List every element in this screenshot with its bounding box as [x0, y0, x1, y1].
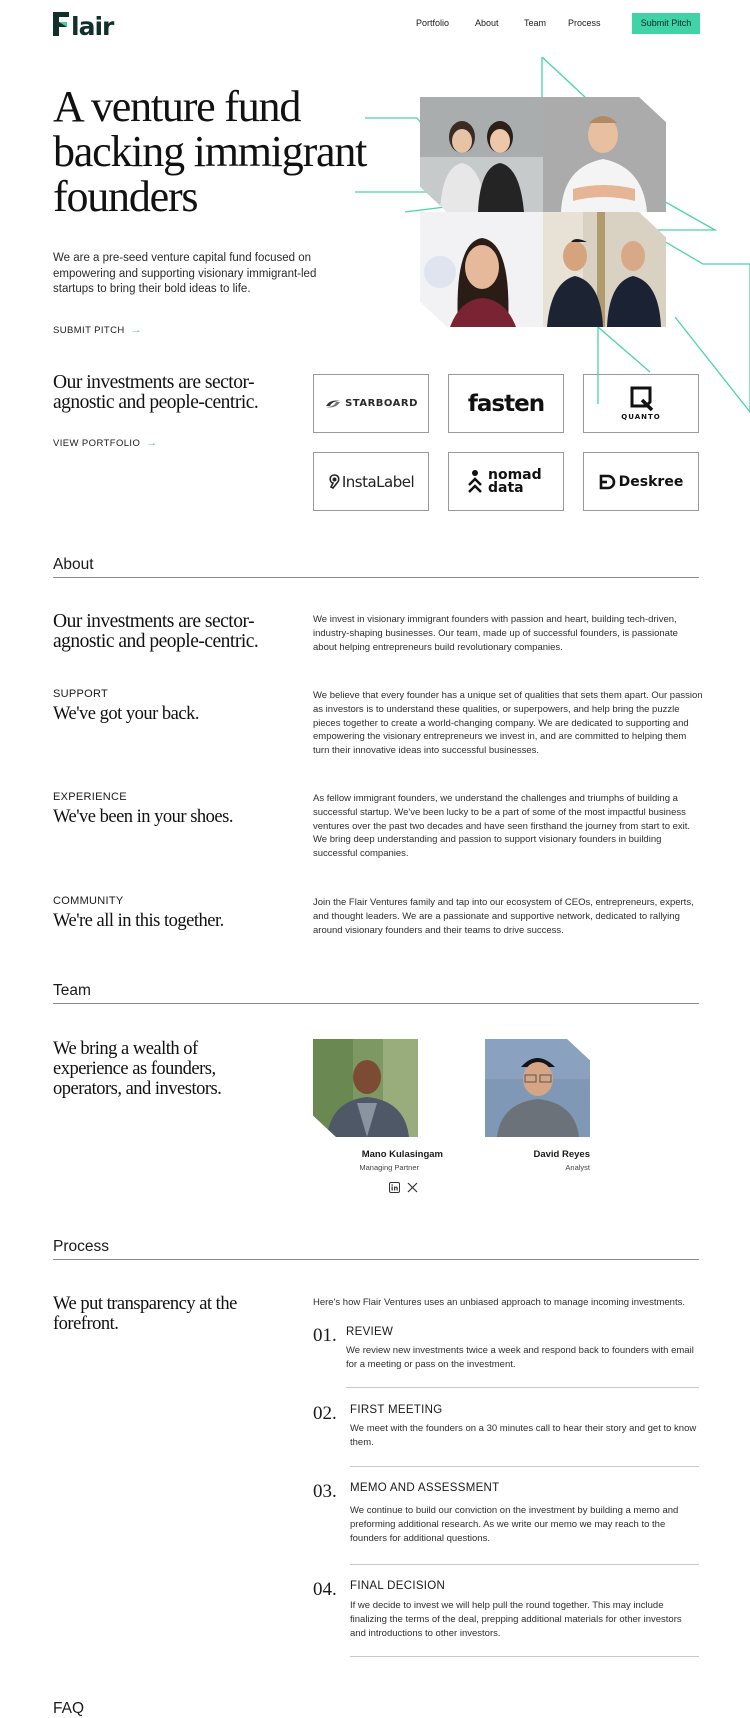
founder-photo-2: [543, 97, 666, 212]
step-number-1: 01.: [313, 1325, 337, 1346]
step-number-2: 02.: [313, 1403, 337, 1424]
deskree-wordmark: Deskree: [618, 473, 684, 490]
founders-photo-1: [420, 97, 543, 212]
step-title-4: FINAL DECISION: [350, 1580, 446, 1592]
step-number-3: 03.: [313, 1481, 337, 1502]
logo-quanto[interactable]: [583, 374, 699, 433]
logo-fasten[interactable]: [448, 374, 564, 433]
team-title: We bring a wealth of experience as founders, operators, and investors.: [53, 1039, 222, 1099]
arrow-right-icon: →: [146, 437, 158, 449]
step-text-1: We review new investments twice a week and respond back to founders with email for a meeting or pass on the investment.: [346, 1345, 694, 1370]
process-intro: Here's how Flair Ventures uses an unbiased approach to manage incoming investments.: [313, 1297, 685, 1308]
step-title-3: MEMO AND ASSESSMENT: [350, 1482, 500, 1494]
process-divider: [53, 1259, 699, 1260]
team-divider: [53, 1003, 699, 1004]
linkedin-icon: [389, 1182, 400, 1193]
step-text-2: We meet with the founders on a 30 minutes call to hear their story and get to know them.: [350, 1423, 697, 1448]
nav-process[interactable]: Process: [568, 18, 601, 28]
svg-text:lair: lair: [71, 12, 114, 41]
arrow-right-icon: →: [130, 324, 143, 336]
view-portfolio-label: VIEW PORTFOLIO: [53, 438, 141, 449]
founder-photo-3: [420, 212, 543, 327]
team-heading: Team: [53, 982, 91, 999]
step-divider-1: [346, 1387, 699, 1388]
team-member-role-mano: Managing Partner: [359, 1163, 419, 1172]
faq-heading: FAQ: [53, 1700, 85, 1717]
instalabel-icon: [328, 474, 341, 489]
hero-subtitle: We are a pre-seed venture capital fund focused on empowering and supporting visionary immigrant-led startups to bring their bold ideas to life.: [53, 252, 317, 295]
submit-pitch-label: SUBMIT PITCH: [53, 325, 125, 336]
support-title: We've got your back.: [53, 704, 199, 724]
submit-pitch-link[interactable]: [53, 324, 142, 336]
portfolio-title: Our investments are sector-agnostic and people-centric.: [53, 372, 259, 413]
experience-text: As fellow immigrant founders, we understand the challenges and triumphs of building a successful startup. We've been lucky to be a part of some of the most impactful business ventures over the past two decades and have seen firsthand the journey from start to exit. We bring deep understanding and passion to support visionary founders in building successful companies.: [313, 793, 691, 860]
x-icon: [407, 1182, 418, 1193]
site-logo[interactable]: [53, 10, 115, 45]
step-text-3: We continue to build our conviction on the investment by building a memo and preforming additional research. As we write our memo we may reach to the founders for additional questions.: [350, 1505, 679, 1544]
experience-label: EXPERIENCE: [53, 791, 127, 803]
about-divider: [53, 577, 699, 578]
team-member-name-mano: Mano Kulasingam: [361, 1149, 443, 1160]
support-text: We believe that every founder has a unique set of qualities that sets them apart. Our passion as investors is to understand these qualities, or superpowers, and help bring the puzzle pieces together to create a world-changing company. We are dedicated to supporting and empowering the visionary entrepreneurs we invest in, and are committed to helping them turn their innovative ideas into successful businesses.: [313, 690, 703, 757]
community-label: COMMUNITY: [53, 895, 124, 907]
experience-title: We've been in your shoes.: [53, 807, 233, 827]
logo-nomad-data[interactable]: [448, 452, 564, 511]
team-photo-david: [485, 1039, 590, 1137]
about-intro-text: We invest in visionary immigrant founders with passion and heart, building tech-driven, industry-shaping businesses. Our team, made up of successful founders, is passionate about helping entrepreneurs build revolutionary companies.: [313, 614, 678, 653]
step-divider-2: [350, 1466, 699, 1467]
nav-portfolio[interactable]: Portfolio: [416, 18, 450, 28]
logo-deskree[interactable]: [583, 452, 699, 511]
x-link[interactable]: [407, 1180, 418, 1198]
hero-title: A venture fund backing immigrant founders: [53, 82, 367, 221]
step-divider-4: [350, 1656, 699, 1657]
step-divider-3: [350, 1564, 699, 1565]
linkedin-link[interactable]: [389, 1180, 400, 1198]
team-member-role-david: Analyst: [565, 1163, 590, 1172]
step-title-2: FIRST MEETING: [350, 1404, 443, 1416]
community-title: We're all in this together.: [53, 911, 224, 931]
logo-instalabel[interactable]: [313, 452, 429, 511]
step-title-1: REVIEW: [346, 1326, 394, 1338]
fasten-wordmark: fasten: [467, 390, 545, 417]
instalabel-wordmark: InstaLabel: [341, 472, 415, 491]
view-portfolio-link[interactable]: [53, 437, 158, 449]
quanto-icon: [628, 386, 654, 412]
logo-starboard[interactable]: [313, 374, 429, 433]
community-text: Join the Flair Ventures family and tap into our ecosystem of CEOs, entrepreneurs, experts, and thought leaders. We are a passionate and supportive network, dedicated to rallying around visionary founders and their teams to drive success.: [313, 897, 694, 936]
deskree-icon: [599, 474, 616, 490]
flair-logo-mark: [53, 10, 115, 41]
support-label: SUPPORT: [53, 688, 109, 700]
step-number-4: 04.: [313, 1579, 337, 1600]
quanto-wordmark: QUANTO: [621, 413, 661, 421]
team-photo-mano: [313, 1039, 418, 1137]
about-intro-title: Our investments are sector-agnostic and people-centric.: [53, 611, 259, 652]
starboard-icon: [324, 397, 342, 411]
nomad-data-wordmark: nomad data: [488, 466, 542, 496]
about-heading: About: [53, 556, 94, 573]
submit-pitch-button[interactable]: Submit Pitch: [632, 13, 700, 34]
nav-about[interactable]: About: [475, 18, 499, 28]
nav-team[interactable]: Team: [524, 18, 547, 28]
process-heading: Process: [53, 1238, 109, 1255]
founders-photo-4: [543, 212, 666, 327]
nomad-data-icon: [468, 469, 482, 495]
starboard-wordmark: STARBOARD: [345, 398, 418, 409]
process-title: We put transparency at the forefront.: [53, 1294, 237, 1334]
team-member-name-david: David Reyes: [533, 1149, 590, 1160]
step-text-4: If we decide to invest we will help pull the round together. This may include finalizing the terms of the deal, prepping additional materials for other investors and introductions to other investors.: [350, 1600, 682, 1639]
